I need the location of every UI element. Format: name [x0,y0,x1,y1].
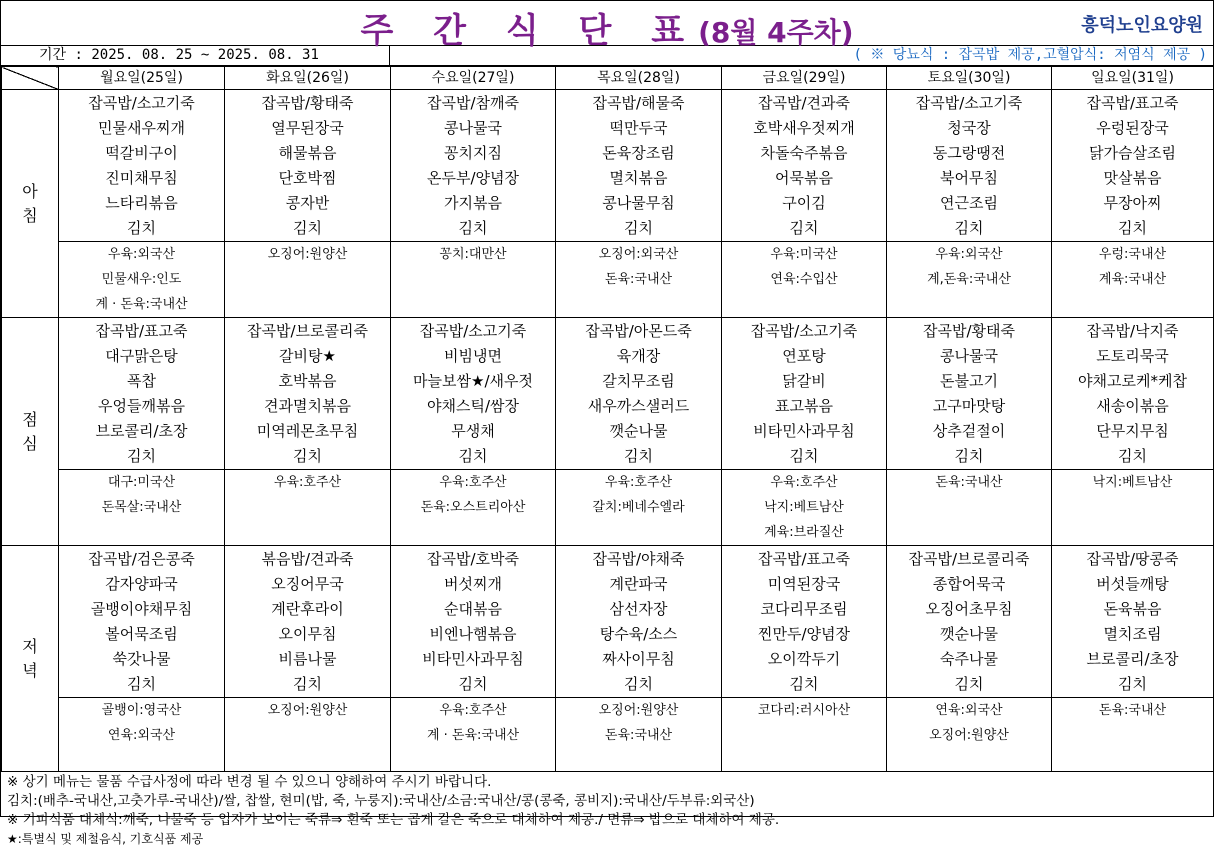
menu-item: 김치 [127,219,156,237]
origin-cell [722,470,887,546]
menu-item: 표고볶음 [775,397,833,415]
menu-item: 돈육볶음 [1103,600,1162,618]
menu-cell [59,90,225,242]
menu-cell [1052,546,1214,698]
menu-item: 콩나물국 [940,347,998,365]
origin-cell [556,470,722,546]
menu-item: 열무된장국 [271,119,344,137]
menu-item: 청국장 [947,119,991,137]
menu-item: 잡곡밥/견과죽 [758,94,850,112]
menu-item: 잡곡밥/낙지죽 [1086,322,1179,340]
menu-item: 미역된장국 [767,575,841,593]
origin-item: 연육:외국산 [107,728,176,743]
origin-item: 오징어:외국산 [598,247,679,262]
menu-item: 닭가슴살조림 [1089,144,1176,162]
menu-item: 쑥갓나물 [112,650,171,668]
origin-cell [1052,470,1214,546]
menu-item: 돈육장조림 [602,144,675,162]
menu-item: 김치 [954,219,984,237]
origin-cell [59,698,225,772]
meal-label-char: 침 [22,205,38,225]
menu-item: 숙주나물 [940,650,998,668]
lunch-origin-row [2,470,1214,546]
menu-item: 견과멸치볶음 [264,397,351,415]
menu-item: 깻순나물 [609,422,668,440]
menu-cell [1052,90,1214,242]
meal-label-char: 녁 [22,660,38,680]
menu-item: 감자양파국 [105,575,178,593]
menu-table [1,66,1214,772]
menu-item: 버섯들깨탕 [1096,575,1169,593]
menu-item: 민물새우찌개 [98,119,185,137]
origin-item: 우육:호주산 [604,475,673,490]
menu-item: 김치 [293,219,322,237]
menu-item: 김치 [1118,219,1147,237]
origin-cell [59,242,225,318]
origin-cell [887,242,1052,318]
origin-cell [225,698,391,772]
menu-cell [391,318,556,470]
menu-item: 연포탕 [782,347,826,365]
diet-notice: ( ※ 당뇨식 : 잡곡밥 제공,고혈압식: 저염식 제공 ) [853,47,1207,63]
day-header: 금요일(29일) [722,67,887,90]
menu-cell [391,90,556,242]
origin-item: 계,돈육:국내산 [927,272,1011,287]
origin-item: 민물새우:인도 [101,272,182,287]
menu-cell [391,546,556,698]
lunch-label [2,318,59,546]
origin-item: 계육:브라질산 [764,525,844,540]
footnotes [1,772,1213,849]
origin-item: 꽁치:대만산 [439,247,507,262]
origin-item: 돈육:오스트리아산 [420,500,526,515]
origin-cell [391,470,556,546]
origin-item: 우육:호주산 [273,475,342,490]
dinner-origin-row [2,698,1214,772]
origin-item: 오징어:원양산 [267,703,348,718]
origin-item: 우육:미국산 [770,247,838,262]
organization-name: 흥덕노인요양원 [1081,15,1203,36]
menu-item: 차돌숙주볶음 [760,144,848,162]
menu-item: 골뱅이야채무침 [90,600,193,618]
menu-item: 김치 [458,219,488,237]
menu-item: 김치 [1118,675,1147,693]
origin-item: 우렁:국내산 [1098,247,1167,262]
menu-item: 콩자반 [285,194,330,212]
menu-item: 우렁된장국 [1096,119,1169,137]
menu-item: 잡곡밥/아몬드죽 [585,322,692,340]
menu-item: 비타민사과무침 [422,650,524,668]
menu-item: 떡갈비구이 [105,144,178,162]
menu-item: 꽁치지짐 [444,144,502,162]
menu-cell [1052,318,1214,470]
day-header: 목요일(28일) [556,67,722,90]
menu-item: 비름나물 [278,650,337,668]
origin-item: 대구:미국산 [107,475,176,490]
origin-item: 우육:외국산 [107,247,176,262]
menu-item: 상추겉절이 [932,422,1006,440]
menu-item: 비빔냉면 [444,347,502,365]
origin-item: 코다리:러시아산 [757,703,851,718]
menu-item: 브로콜리/초장 [95,422,188,440]
menu-cell [59,318,225,470]
menu-item: 야채고로케*케찹 [1078,372,1187,390]
menu-item: 단호박찜 [278,169,337,187]
menu-item: 북어무침 [940,169,998,187]
origin-cell [225,470,391,546]
menu-item: 버섯찌개 [444,575,502,593]
menu-item: 새송이볶음 [1096,397,1169,415]
menu-item: 김치 [1118,447,1147,465]
origin-cell [59,470,225,546]
menu-item: 코다리무조림 [760,600,848,618]
menu-item: 잡곡밥/해물죽 [592,94,685,112]
menu-item: 김치 [789,219,819,237]
origin-cell [391,698,556,772]
note-line: ★:특별식 및 제철음식, 기호식품 제공 [7,832,204,846]
menu-item: 잡곡밥/호박죽 [427,550,519,568]
menu-item: 볼어묵조림 [105,625,178,643]
menu-item: 김치 [624,219,653,237]
menu-cell [225,90,391,242]
menu-cell [556,90,722,242]
menu-item: 육개장 [616,347,661,365]
menu-item: 도토리묵국 [1096,347,1169,365]
origin-cell [1052,698,1214,772]
origin-cell [722,698,887,772]
menu-item: 잡곡밥/황태죽 [261,94,354,112]
origin-cell [556,242,722,318]
menu-cell [556,318,722,470]
origin-cell [391,242,556,318]
menu-item: 무장아찌 [1103,194,1162,212]
day-header: 토요일(30일) [887,67,1052,90]
origin-cell [225,242,391,318]
menu-item: 잡곡밥/소고기죽 [915,94,1023,112]
origin-cell [1052,242,1214,318]
title-main: 주 간 식 단 표 [360,11,699,51]
menu-item: 잡곡밥/브로콜리죽 [908,550,1030,568]
menu-item: 종합어묵국 [932,575,1006,593]
origin-cell [887,470,1052,546]
menu-item: 오이무침 [278,625,337,643]
menu-item: 김치 [293,675,322,693]
menu-item: 계란후라이 [271,600,344,618]
menu-item: 깻순나물 [940,625,998,643]
menu-item: 온두부/양념장 [427,169,519,187]
menu-item: 잡곡밥/표고죽 [758,550,850,568]
menu-item: 갈치무조림 [602,372,675,390]
menu-item: 잡곡밥/땅콩죽 [1086,550,1179,568]
menu-item: 잡곡밥/황태죽 [923,322,1015,340]
breakfast-menu-row [2,90,1214,242]
menu-item: 돈불고기 [940,372,998,390]
origin-item: 계 · 돈육:국내산 [426,728,520,743]
menu-item: 브로콜리/초장 [1086,650,1179,668]
origin-item: 돈육:국내산 [604,272,673,287]
menu-item: 김치 [624,447,653,465]
menu-item: 김치 [127,447,156,465]
note-line: ※ 상기 메뉴는 물품 수급사정에 따라 변경 될 수 있으니 양해하여 주시기 바랍니다. [7,774,492,790]
menu-item: 맛살볶음 [1103,169,1162,187]
menu-item: 볶음밥/견과죽 [261,550,354,568]
menu-item: 닭갈비 [782,372,826,390]
menu-item: 김치 [458,447,488,465]
menu-item: 야채스틱/쌈장 [427,397,519,415]
meal-label-char: 아 [22,181,38,201]
breakfast-origin-row [2,242,1214,318]
menu-item: 찐만두/양념장 [758,625,850,643]
menu-item: 비엔나햄볶음 [429,625,517,643]
menu-item: 잡곡밥/검은콩죽 [88,550,195,568]
note-line: ※ 기피식품 대체식:깨죽, 나물죽 등 입자가 보이는 죽류⇒ 흰죽 또는 곱게 갈은 죽으로 대체하여 제공./ 면류⇒ 밥으로 대체하여 제공. [7,812,780,828]
menu-item: 김치 [127,675,156,693]
origin-item: 골뱅이:영국산 [101,703,182,718]
menu-cell [887,318,1052,470]
meal-label-char: 저 [22,636,38,656]
day-header-row [2,67,1214,90]
menu-item: 멸치조림 [1103,625,1162,643]
menu-item: 김치 [293,447,322,465]
menu-item: 삼선자장 [609,600,668,618]
origin-item: 돈육:국내산 [935,475,1003,490]
origin-item: 우육:호주산 [439,703,507,718]
menu-item: 마늘보쌈★/새우젓 [413,372,533,390]
day-header: 월요일(25일) [59,67,225,90]
menu-item: 연근조림 [940,194,998,212]
day-header: 일요일(31일) [1052,67,1214,90]
menu-cell [722,318,887,470]
origin-cell [722,242,887,318]
menu-cell [556,546,722,698]
origin-item: 돈목살:국내산 [101,500,182,515]
menu-item: 김치 [789,447,819,465]
menu-item: 순대볶음 [444,600,502,618]
menu-item: 김치 [954,447,984,465]
dinner-label [2,546,59,772]
menu-item: 김치 [624,675,653,693]
origin-item: 오징어:원양산 [267,247,348,262]
day-header: 수요일(27일) [391,67,556,90]
menu-item: 고구마맛탕 [932,397,1006,415]
menu-item: 김치 [954,675,984,693]
origin-item: 계육:국내산 [1098,272,1167,287]
menu-item: 오징어무국 [271,575,344,593]
menu-cell [225,318,391,470]
title-sub: (8월 4주차) [698,16,854,49]
origin-item: 오징어:원양산 [929,728,1009,743]
origin-item: 계 · 돈육:국내산 [95,297,188,312]
meal-label-char: 점 [22,409,38,429]
menu-item: 멸치볶음 [609,169,668,187]
origin-item: 우육:외국산 [935,247,1003,262]
menu-item: 잡곡밥/소고기죽 [750,322,858,340]
menu-cell [887,546,1052,698]
origin-item: 연육:수입산 [770,272,838,287]
menu-item: 잡곡밥/참깨죽 [427,94,519,112]
menu-item: 콩나물국 [444,119,502,137]
menu-item: 갈비탕★ [279,347,336,365]
menu-item: 우엉들깨볶음 [98,397,185,415]
menu-item: 비타민사과무침 [753,422,855,440]
menu-item: 단무지무침 [1096,422,1169,440]
menu-item: 잡곡밥/표고죽 [95,322,188,340]
menu-cell [722,90,887,242]
menu-item: 구이김 [782,194,826,212]
origin-item: 돈육:국내산 [604,728,673,743]
origin-item: 우육:호주산 [770,475,838,490]
menu-item: 진미채무침 [105,169,178,187]
origin-cell [887,698,1052,772]
menu-item: 오징어초무침 [925,600,1013,618]
menu-item: 잡곡밥/브로콜리죽 [247,322,368,340]
menu-item: 오이깍두기 [767,650,841,668]
menu-cell [887,90,1052,242]
menu-item: 해물볶음 [278,144,337,162]
menu-item: 계란파국 [609,575,668,593]
origin-item: 낙지:베트남산 [764,500,844,515]
menu-item: 느타리볶음 [105,194,178,212]
menu-item: 가지볶음 [444,194,502,212]
day-header: 화요일(26일) [225,67,391,90]
menu-item: 어묵볶음 [775,169,833,187]
lunch-menu-row [2,318,1214,470]
origin-item: 낙지:베트남산 [1092,475,1173,490]
menu-item: 짜사이무침 [602,650,675,668]
dinner-menu-row [2,546,1214,698]
menu-item: 호박볶음 [278,372,337,390]
menu-cell [59,546,225,698]
title-bar [1,1,1213,51]
menu-cell [225,546,391,698]
period-text: 기간 : 2025. 08. 25 ~ 2025. 08. 31 [1,46,390,65]
origin-item: 돈육:국내산 [1098,703,1167,718]
menu-cell [722,546,887,698]
menu-item: 떡만두국 [609,119,668,137]
menu-item: 탕수육/소스 [599,625,678,643]
menu-item: 콩나물무침 [602,194,675,212]
menu-item: 잡곡밥/소고기죽 [419,322,527,340]
menu-item: 잡곡밥/소고기죽 [88,94,195,112]
origin-item: 우육:호주산 [439,475,507,490]
page-title [1,3,1213,52]
menu-item: 새우까스샐러드 [587,397,690,415]
breakfast-label [2,90,59,318]
note-line: 김치:(배추-국내산,고춧가루-국내산)/쌀, 찹쌀, 현미(밥, 죽, 누룽지):국내산/소금:국내산/콩(콩죽, 콩비지):국내산/두부류:외국산) [7,793,755,809]
origin-item: 연육:외국산 [935,703,1003,718]
meal-label-char: 심 [22,433,38,453]
corner-cell [2,67,59,90]
menu-item: 폭찹 [127,372,156,390]
origin-cell [556,698,722,772]
origin-item: 오징어:원양산 [598,703,679,718]
menu-item: 김치 [458,675,488,693]
menu-item: 동그랑땡전 [932,144,1006,162]
menu-item: 잡곡밥/야채죽 [592,550,685,568]
menu-item: 무생채 [451,422,495,440]
origin-item: 갈치:베네수엘라 [592,500,685,515]
menu-item: 호박새우젓찌개 [753,119,855,137]
menu-item: 잡곡밥/표고죽 [1086,94,1179,112]
menu-item: 대구맑은탕 [105,347,178,365]
menu-item: 미역레몬초무침 [256,422,359,440]
menu-item: 김치 [789,675,819,693]
